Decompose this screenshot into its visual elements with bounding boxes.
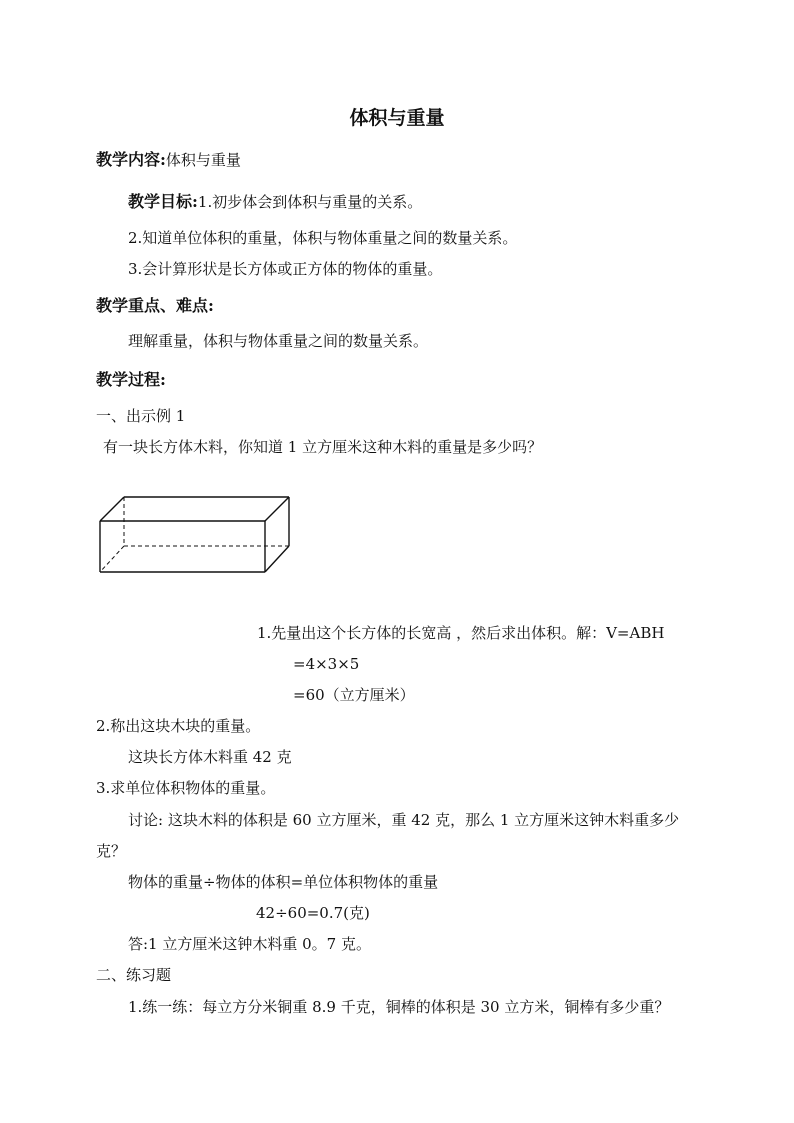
process-heading: 教学过程:: [96, 370, 166, 389]
discussion-line-1: 讨论: 这块木料的体积是 60 立方厘米，重 42 克，那么 1 立方厘米这钟木料重多少: [128, 811, 680, 829]
calculation: 42÷60=0.7(克): [256, 904, 370, 922]
goal-label: 教学目标:: [128, 192, 198, 211]
discussion-line-2: 克？: [96, 842, 127, 860]
cuboid-edge: [265, 497, 289, 521]
goal-item-1: 1.初步体会到体积与重量的关系。: [197, 193, 423, 211]
goal-item-3: 3.会计算形状是长方体或正方体的物体的重量。: [128, 260, 443, 278]
document-title: 体积与重量: [349, 107, 445, 129]
cuboid-edge: [100, 497, 124, 521]
cuboid-edge: [265, 546, 289, 572]
step3: 3.求单位体积物体的重量。: [96, 779, 276, 797]
content-value: 体积与重量: [165, 151, 241, 169]
keypoints-text: 理解重量，体积与物体重量之间的数量关系。: [128, 332, 429, 350]
step1-calc-1: =4×3×5: [293, 655, 360, 673]
keypoints-heading: 教学重点、难点:: [96, 296, 214, 315]
step1-calc-2: =60（立方厘米）: [293, 686, 415, 704]
goal-item-2: 2.知道单位体积的重量，体积与物体重量之间的数量关系。: [128, 229, 518, 247]
example-question: 有一块长方体木料，你知道 1 立方厘米这种木料的重量是多少吗？: [103, 438, 543, 456]
cuboid-hidden-edge: [100, 546, 124, 572]
exercise-1: 1.练一练：每立方分米铜重 8.9 千克，铜棒的体积是 30 立方米，铜棒有多少重？: [128, 998, 670, 1016]
content-label: 教学内容:: [96, 150, 166, 169]
goal-row-1: [128, 192, 422, 212]
formula: 物体的重量÷物体的体积=单位体积物体的重量: [128, 873, 439, 891]
step2: 2.称出这块木块的重量。: [96, 717, 261, 735]
step1: 1.先量出这个长方体的长宽高 ，然后求出体积。解：V=ABH: [257, 624, 665, 642]
section2-heading: 二、练习题: [96, 966, 172, 984]
content-row: [96, 150, 241, 170]
answer: 答:1 立方厘米这钟木料重 0。7 克。: [128, 935, 371, 953]
cuboid-figure: [94, 490, 294, 580]
step2-text: 这块长方体木料重 42 克: [128, 748, 292, 766]
section1-heading: 一、出示例 1: [96, 407, 186, 425]
